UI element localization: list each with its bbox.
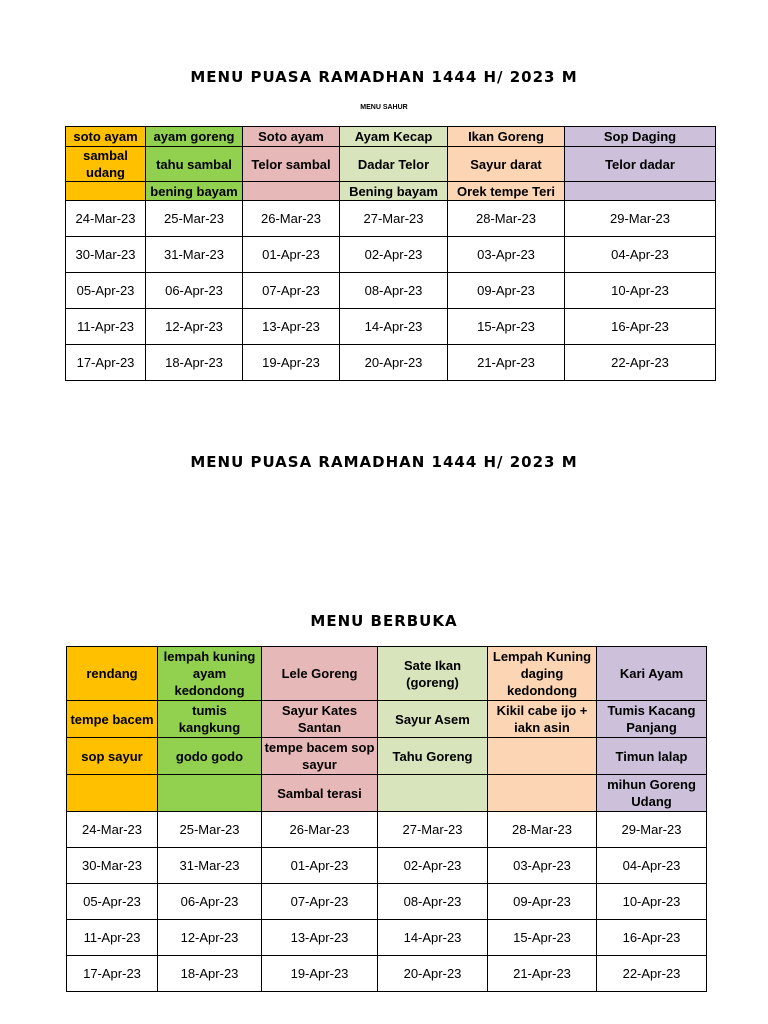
menu-cell: Kikil cabe ijo + iakn asin [488, 701, 597, 738]
date-cell: 10-Apr-23 [565, 273, 716, 309]
sahur-page-title: MENU PUASA RAMADHAN 1444 H/ 2023 M [190, 68, 578, 86]
menu-cell: Orek tempe Teri [448, 182, 565, 201]
date-cell: 07-Apr-23 [262, 884, 378, 920]
menu-cell: tahu sambal [146, 147, 243, 182]
menu-cell: Sayur Asem [378, 701, 488, 738]
date-cell: 15-Apr-23 [488, 920, 597, 956]
menu-cell: rendang [67, 647, 158, 701]
menu-cell: sop sayur [67, 738, 158, 775]
date-cell: 01-Apr-23 [262, 848, 378, 884]
berbuka-date-row [67, 956, 707, 992]
berbuka-date-row [67, 848, 707, 884]
date-cell: 27-Mar-23 [340, 201, 448, 237]
sahur-menu-row [66, 147, 716, 182]
date-cell: 31-Mar-23 [158, 848, 262, 884]
date-cell: 14-Apr-23 [378, 920, 488, 956]
date-cell: 03-Apr-23 [448, 237, 565, 273]
date-cell: 22-Apr-23 [597, 956, 707, 992]
date-cell: 08-Apr-23 [340, 273, 448, 309]
menu-cell [488, 738, 597, 775]
menu-cell: Sayur darat [448, 147, 565, 182]
date-cell: 06-Apr-23 [146, 273, 243, 309]
berbuka-menu-row [67, 647, 707, 701]
berbuka-title: MENU BERBUKA [310, 612, 458, 630]
date-cell: 05-Apr-23 [67, 884, 158, 920]
date-cell: 09-Apr-23 [448, 273, 565, 309]
berbuka-menu-row [67, 701, 707, 738]
menu-cell: Kari Ayam [597, 647, 707, 701]
date-cell: 29-Mar-23 [597, 812, 707, 848]
date-cell: 01-Apr-23 [243, 237, 340, 273]
date-cell: 11-Apr-23 [66, 309, 146, 345]
date-cell: 07-Apr-23 [243, 273, 340, 309]
sahur-menu-row [66, 127, 716, 147]
date-cell: 12-Apr-23 [158, 920, 262, 956]
date-cell: 25-Mar-23 [146, 201, 243, 237]
date-cell: 24-Mar-23 [67, 812, 158, 848]
date-cell: 28-Mar-23 [488, 812, 597, 848]
date-cell: 29-Mar-23 [565, 201, 716, 237]
menu-cell [565, 182, 716, 201]
second-page-title: MENU PUASA RAMADHAN 1444 H/ 2023 M [190, 453, 578, 471]
date-cell: 26-Mar-23 [243, 201, 340, 237]
berbuka-date-row [67, 812, 707, 848]
menu-cell: lempah kuning ayam kedondong [158, 647, 262, 701]
date-cell: 16-Apr-23 [597, 920, 707, 956]
date-cell: 30-Mar-23 [67, 848, 158, 884]
date-cell: 21-Apr-23 [488, 956, 597, 992]
menu-cell: Dadar Telor [340, 147, 448, 182]
date-cell: 30-Mar-23 [66, 237, 146, 273]
menu-cell: Telor dadar [565, 147, 716, 182]
date-cell: 13-Apr-23 [262, 920, 378, 956]
berbuka-menu-row [67, 775, 707, 812]
menu-cell: sambal udang [66, 147, 146, 182]
date-cell: 11-Apr-23 [67, 920, 158, 956]
date-cell: 25-Mar-23 [158, 812, 262, 848]
menu-cell: Sop Daging [565, 127, 716, 147]
date-cell: 17-Apr-23 [67, 956, 158, 992]
menu-cell: tempe bacem [67, 701, 158, 738]
berbuka-date-row [67, 884, 707, 920]
date-cell: 19-Apr-23 [243, 345, 340, 381]
menu-cell [378, 775, 488, 812]
date-cell: 24-Mar-23 [66, 201, 146, 237]
date-cell: 16-Apr-23 [565, 309, 716, 345]
menu-cell: Tumis Kacang Panjang [597, 701, 707, 738]
menu-cell [243, 182, 340, 201]
date-cell: 09-Apr-23 [488, 884, 597, 920]
date-cell: 03-Apr-23 [488, 848, 597, 884]
sahur-date-row [66, 273, 716, 309]
menu-cell: soto ayam [66, 127, 146, 147]
menu-cell: godo godo [158, 738, 262, 775]
date-cell: 20-Apr-23 [378, 956, 488, 992]
date-cell: 19-Apr-23 [262, 956, 378, 992]
date-cell: 20-Apr-23 [340, 345, 448, 381]
menu-cell: Tahu Goreng [378, 738, 488, 775]
sahur-date-row [66, 201, 716, 237]
date-cell: 15-Apr-23 [448, 309, 565, 345]
menu-cell: ayam goreng [146, 127, 243, 147]
menu-cell: Bening bayam [340, 182, 448, 201]
menu-cell: Ikan Goreng [448, 127, 565, 147]
date-cell: 04-Apr-23 [565, 237, 716, 273]
menu-cell [488, 775, 597, 812]
sahur-date-row [66, 345, 716, 381]
date-cell: 18-Apr-23 [146, 345, 243, 381]
menu-cell [67, 775, 158, 812]
sahur-menu-row [66, 182, 716, 201]
menu-cell: tumis kangkung [158, 701, 262, 738]
sahur-table [65, 126, 716, 381]
menu-cell: Ayam Kecap [340, 127, 448, 147]
date-cell: 04-Apr-23 [597, 848, 707, 884]
date-cell: 26-Mar-23 [262, 812, 378, 848]
sahur-date-row [66, 309, 716, 345]
date-cell: 28-Mar-23 [448, 201, 565, 237]
menu-cell: Lele Goreng [262, 647, 378, 701]
date-cell: 08-Apr-23 [378, 884, 488, 920]
date-cell: 06-Apr-23 [158, 884, 262, 920]
menu-cell: mihun Goreng Udang [597, 775, 707, 812]
date-cell: 18-Apr-23 [158, 956, 262, 992]
menu-cell: Sayur Kates Santan [262, 701, 378, 738]
berbuka-date-row [67, 920, 707, 956]
menu-cell: Sambal terasi [262, 775, 378, 812]
berbuka-menu-row [67, 738, 707, 775]
menu-cell: Soto ayam [243, 127, 340, 147]
date-cell: 02-Apr-23 [340, 237, 448, 273]
menu-cell: Timun lalap [597, 738, 707, 775]
date-cell: 21-Apr-23 [448, 345, 565, 381]
date-cell: 14-Apr-23 [340, 309, 448, 345]
date-cell: 31-Mar-23 [146, 237, 243, 273]
date-cell: 13-Apr-23 [243, 309, 340, 345]
date-cell: 17-Apr-23 [66, 345, 146, 381]
date-cell: 05-Apr-23 [66, 273, 146, 309]
menu-cell: Telor sambal [243, 147, 340, 182]
menu-cell [158, 775, 262, 812]
menu-cell [66, 182, 146, 201]
sahur-date-row [66, 237, 716, 273]
date-cell: 02-Apr-23 [378, 848, 488, 884]
sahur-subtitle: MENU SAHUR [360, 104, 408, 111]
date-cell: 27-Mar-23 [378, 812, 488, 848]
menu-cell: tempe bacem sop sayur [262, 738, 378, 775]
date-cell: 12-Apr-23 [146, 309, 243, 345]
date-cell: 10-Apr-23 [597, 884, 707, 920]
menu-cell: Lempah Kuning daging kedondong [488, 647, 597, 701]
menu-cell: bening bayam [146, 182, 243, 201]
date-cell: 22-Apr-23 [565, 345, 716, 381]
menu-cell: Sate Ikan (goreng) [378, 647, 488, 701]
berbuka-table [66, 646, 707, 992]
